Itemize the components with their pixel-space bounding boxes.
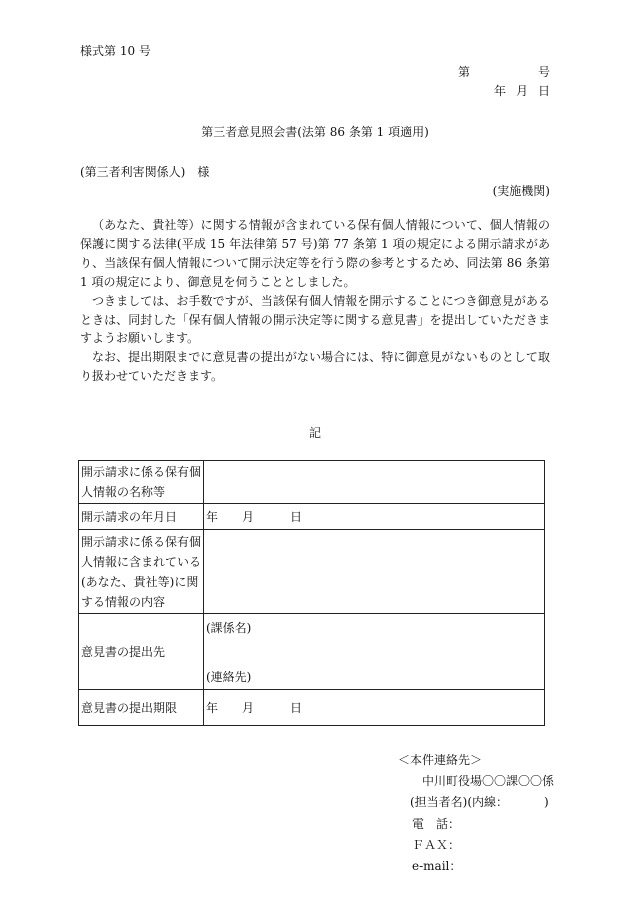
deadline-year: 年 bbox=[206, 700, 219, 715]
info-table bbox=[78, 460, 545, 726]
contact-office: 中川町役場〇〇課〇〇係 bbox=[422, 774, 555, 788]
ki-heading: 記 bbox=[308, 426, 321, 440]
request-date-label: 開示請求の年月日 bbox=[79, 504, 204, 530]
contact-phone: 電 話： bbox=[412, 817, 461, 831]
table-row bbox=[79, 504, 545, 530]
body-paragraph-2: つきましては、お手数ですが、当該保有個人情報を開示することにつき御意見があるときは、同封した「保有個人情報の開示決定等に関する意見書」を提出していただきますようお願いします。 bbox=[80, 293, 550, 346]
deadline-day: 日 bbox=[290, 700, 303, 715]
info-content-value bbox=[204, 530, 545, 614]
body-text bbox=[80, 216, 550, 386]
contact-fax: ＦＡＸ： bbox=[412, 838, 461, 852]
contact-title: ＜本件連絡先＞ bbox=[398, 753, 483, 767]
date-year: 年 bbox=[494, 84, 507, 98]
section-name-label: (課係名) bbox=[206, 621, 252, 635]
form-number: 様式第 10 号 bbox=[80, 44, 151, 58]
info-name-value bbox=[204, 461, 545, 504]
submission-destination-label: 意見書の提出先 bbox=[79, 614, 204, 690]
request-date-year: 年 bbox=[206, 509, 219, 524]
table-row bbox=[79, 530, 545, 614]
contact-person: (担当者名)(内線： bbox=[410, 795, 509, 809]
document-title: 第三者意見照会書(法第 86 条第 1 項適用) bbox=[201, 125, 429, 139]
request-date-day: 日 bbox=[290, 509, 303, 524]
document-date bbox=[494, 83, 550, 99]
contact-info-label: (連絡先) bbox=[206, 670, 252, 684]
body-paragraph-3: なお、提出期限までに意見書の提出がない場合には、特に御意見がないものとして取り扱わせていただきます。 bbox=[80, 350, 550, 384]
info-name-label: 開示請求に係る保有個人情報の名称等 bbox=[79, 461, 204, 504]
deadline-month: 月 bbox=[242, 700, 255, 715]
info-content-label: 開示請求に係る保有個人情報に含まれている(あなた、貴社等)に関する情報の内容 bbox=[79, 530, 204, 614]
table-row bbox=[79, 690, 545, 726]
submission-destination-value bbox=[204, 614, 545, 690]
contact-extension-close: ) bbox=[544, 795, 549, 809]
document-number-prefix: 第 bbox=[458, 65, 471, 79]
document-number-suffix: 号 bbox=[537, 65, 550, 79]
submission-deadline-label: 意見書の提出期限 bbox=[79, 690, 204, 726]
table-row bbox=[79, 614, 545, 690]
table-row bbox=[79, 461, 545, 504]
addressee: (第三者利害関係人) 様 bbox=[80, 165, 210, 179]
sender-organization: (実施機関) bbox=[492, 184, 550, 198]
date-month: 月 bbox=[515, 84, 528, 98]
submission-deadline-value bbox=[204, 690, 545, 726]
date-day: 日 bbox=[537, 84, 550, 98]
contact-email: e-mail： bbox=[412, 859, 462, 873]
body-paragraph-1: （あなた、貴社等）に関する情報が含まれている保有個人情報について、個人情報の保護に関する法律(平成 15 年法律第 57 号)第 77 条第 1 項の規定による開示請求があり、当該保有個人情報について開示決定等を行う際の参考とするため、同法第 86 条第 1 項の規定により、御意見を伺うこととしました。 bbox=[80, 218, 550, 289]
request-date-month: 月 bbox=[242, 509, 255, 524]
request-date-value bbox=[204, 504, 545, 530]
